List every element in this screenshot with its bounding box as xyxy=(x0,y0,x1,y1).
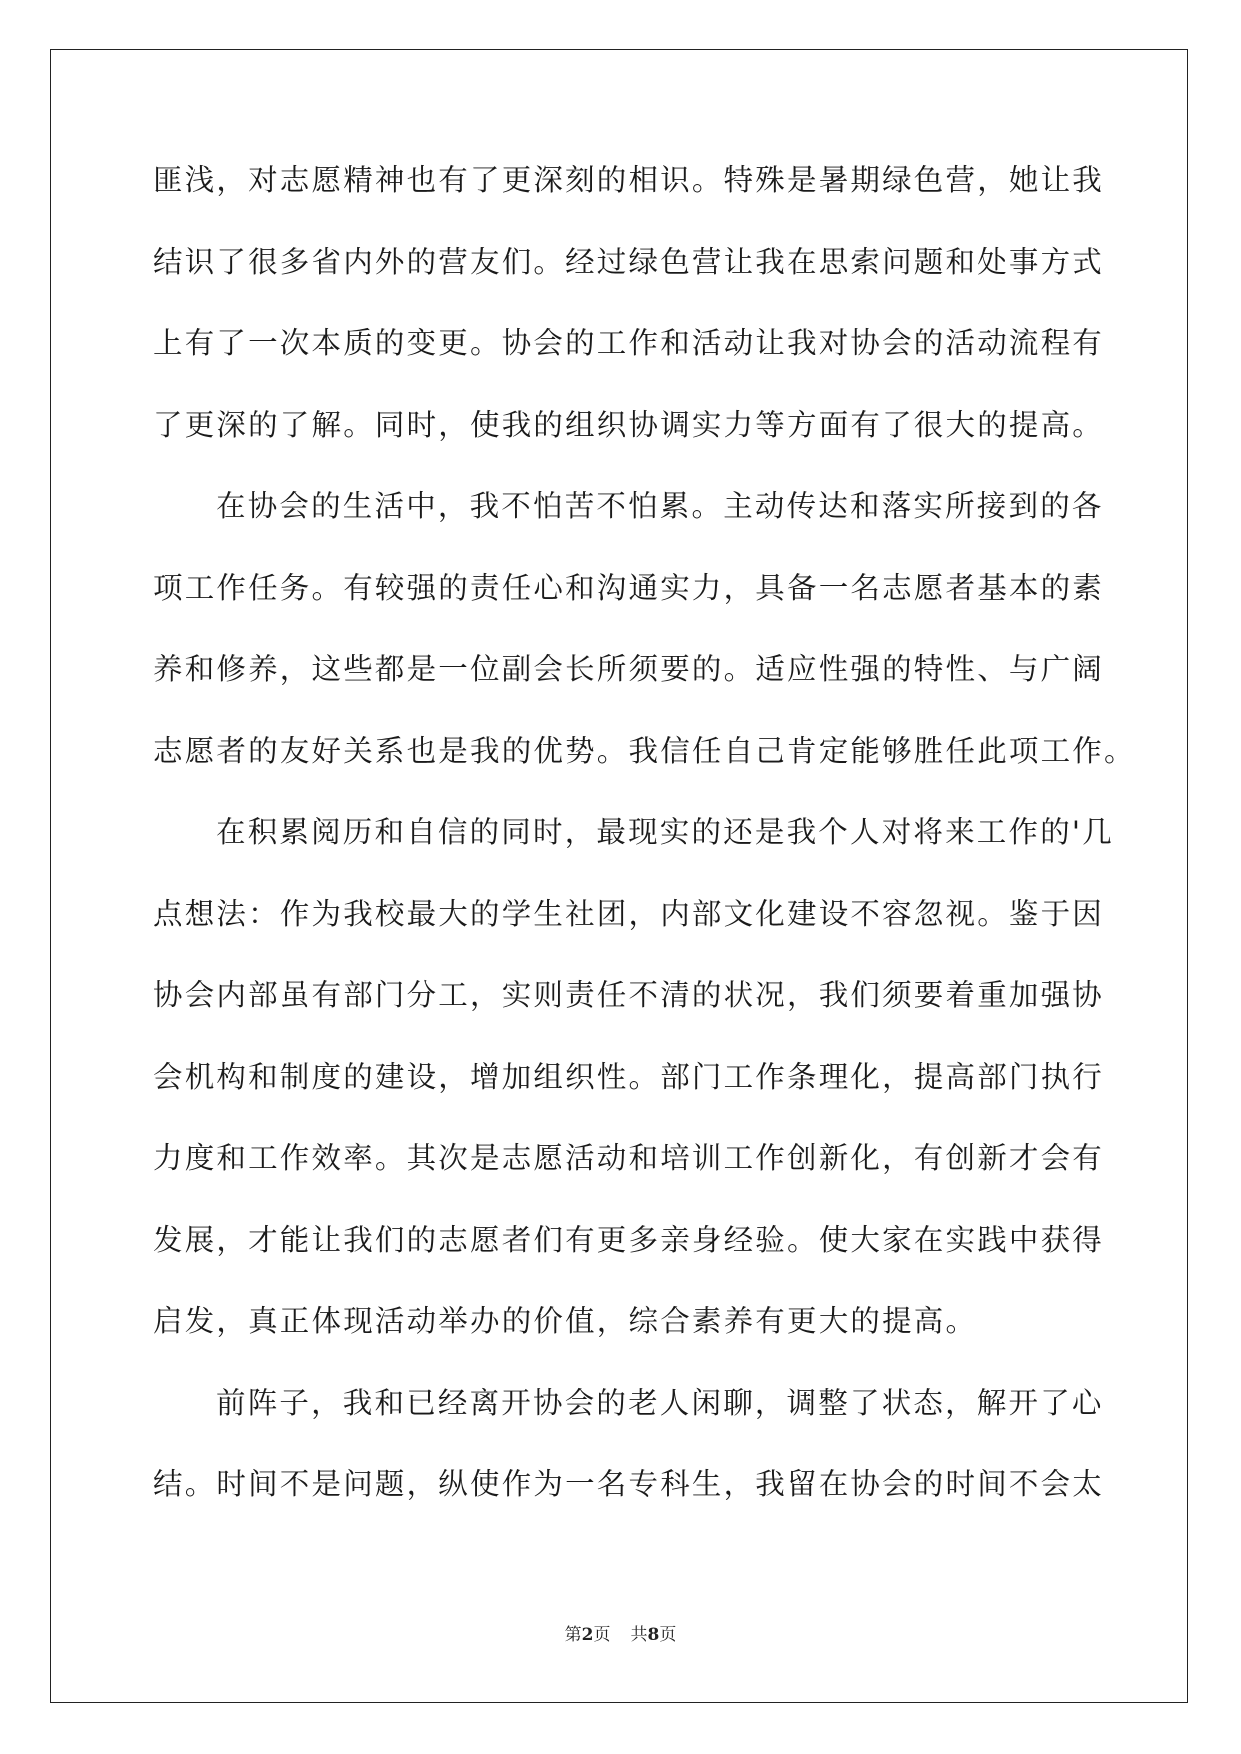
text-line: 志愿者的友好关系也是我的优势。我信任自己肯定能够胜任此项工作。 xyxy=(153,733,1136,768)
text-line: 项工作任务。有较强的责任心和沟通实力，具备一名志愿者基本的素 xyxy=(153,570,1105,605)
text-line: 力度和工作效率。其次是志愿活动和培训工作创新化，有创新才会有 xyxy=(153,1141,1105,1175)
page-suffix: 页 xyxy=(593,1625,611,1645)
page-footer xyxy=(0,1620,1241,1645)
document-body xyxy=(153,160,1136,1546)
text-line: 发展，才能让我们的志愿者们有更多亲身经验。使大家在实践中获得 xyxy=(153,1222,1105,1257)
text-line: 启发，真正体现活动举办的价值，综合素养有更大的提高。 xyxy=(153,1304,978,1338)
total-prefix: 共 xyxy=(630,1625,648,1645)
page-number: 2 xyxy=(581,1625,594,1645)
text-line: 点想法：作为我校最大的学生社团，内部文化建设不容忽视。鉴于因 xyxy=(153,896,1105,931)
paragraph-first-line: 前阵子，我和已经离开协会的老人闲聊，调整了状态，解开了心 xyxy=(216,1385,1104,1420)
text-line: 养和修养，这些都是一位副会长所须要的。适应性强的特性、与广阔 xyxy=(153,652,1105,686)
total-pages: 8 xyxy=(647,1625,660,1645)
paragraph-first-line: 在积累阅历和自信的同时，最现实的还是我个人对将来工作的'几 xyxy=(216,815,1114,849)
page-prefix: 第 xyxy=(564,1625,582,1645)
paragraph-first-line: 在协会的生活中，我不怕苦不怕累。主动传达和落实所接到的各 xyxy=(216,489,1104,523)
total-suffix: 页 xyxy=(659,1625,677,1645)
text-line: 协会内部虽有部门分工，实则责任不清的状况，我们须要着重加强协 xyxy=(153,978,1105,1012)
text-line: 上有了一次本质的变更。协会的工作和活动让我对协会的活动流程有 xyxy=(153,326,1105,360)
text-line: 结识了很多省内外的营友们。经过绿色营让我在思索问题和处事方式 xyxy=(153,244,1105,279)
text-line: 了更深的了解。同时，使我的组织协调实力等方面有了很大的提高。 xyxy=(153,407,1105,442)
text-line: 匪浅，对志愿精神也有了更深刻的相识。特殊是暑期绿色营，她让我 xyxy=(153,163,1105,197)
text-line: 结。时间不是问题，纵使作为一名专科生，我留在协会的时间不会太 xyxy=(153,1467,1105,1501)
text-line: 会机构和制度的建设，增加组织性。部门工作条理化，提高部门执行 xyxy=(153,1059,1105,1094)
